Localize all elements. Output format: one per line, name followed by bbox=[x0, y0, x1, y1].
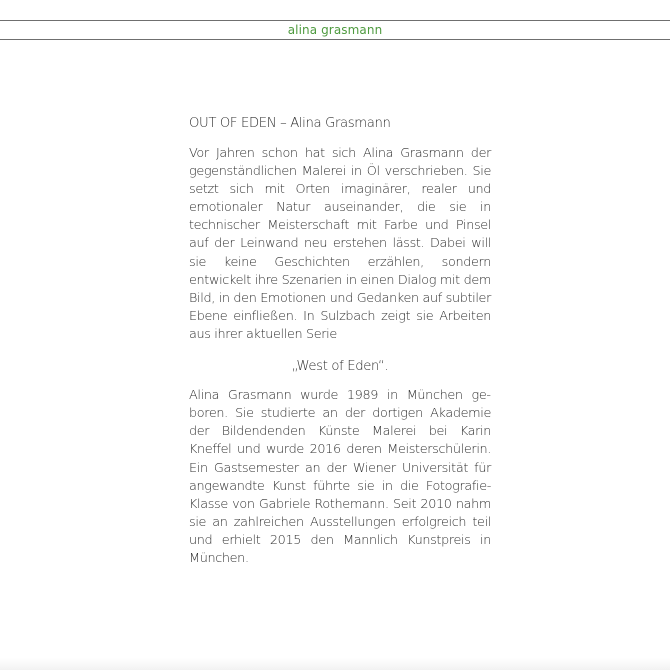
series-title: „West of Eden“. bbox=[291, 359, 389, 375]
intro-paragraph: Vor Jahren schon hat sich Alina Grasmann der gegenständlichen Malerei in Öl verschrieben. Sie setzt sich mit Orten imaginärer, realer und emotionaler Natur auseinander, die sie in technischer Meisterschaft mit Farbe und Pinsel auf der Leinwand neu erstehen lässt. Dabei will sie keine Geschichten erzählen, sondern entwickelt ihre Szenarien in einen Dialog mit dem Bild, in den Emotionen und Gedanken auf subtiler Ebene einfließen. In Sulzbach zeigt sie Arbeiten aus ihrer aktuellen Serie bbox=[189, 146, 491, 342]
page-edge-shadow bbox=[0, 658, 670, 670]
site-title: alina grasmann bbox=[287, 23, 383, 37]
header-bar bbox=[0, 20, 670, 40]
article bbox=[189, 115, 491, 568]
bio-paragraph: Alina Grasmann wurde 1989 in München geboren. Sie studierte an der dortigen Akademie der Bildendenden Künste Malerei bei Karin Kneffel und wurde 2016 deren Meisterschülerin. Ein Gastsemester an der Wiener Universität für angewandte Kunst führte sie in die Fotografie-Klasse von Gabriele Rothemann. Seit 2010 nahm sie an zahlreichen Ausstellungen erfolgreich teil und erhielt 2015 den Mannlich Kunstpreis in München. bbox=[189, 388, 491, 566]
article-heading: OUT OF EDEN – Alina Grasmann bbox=[189, 116, 391, 131]
